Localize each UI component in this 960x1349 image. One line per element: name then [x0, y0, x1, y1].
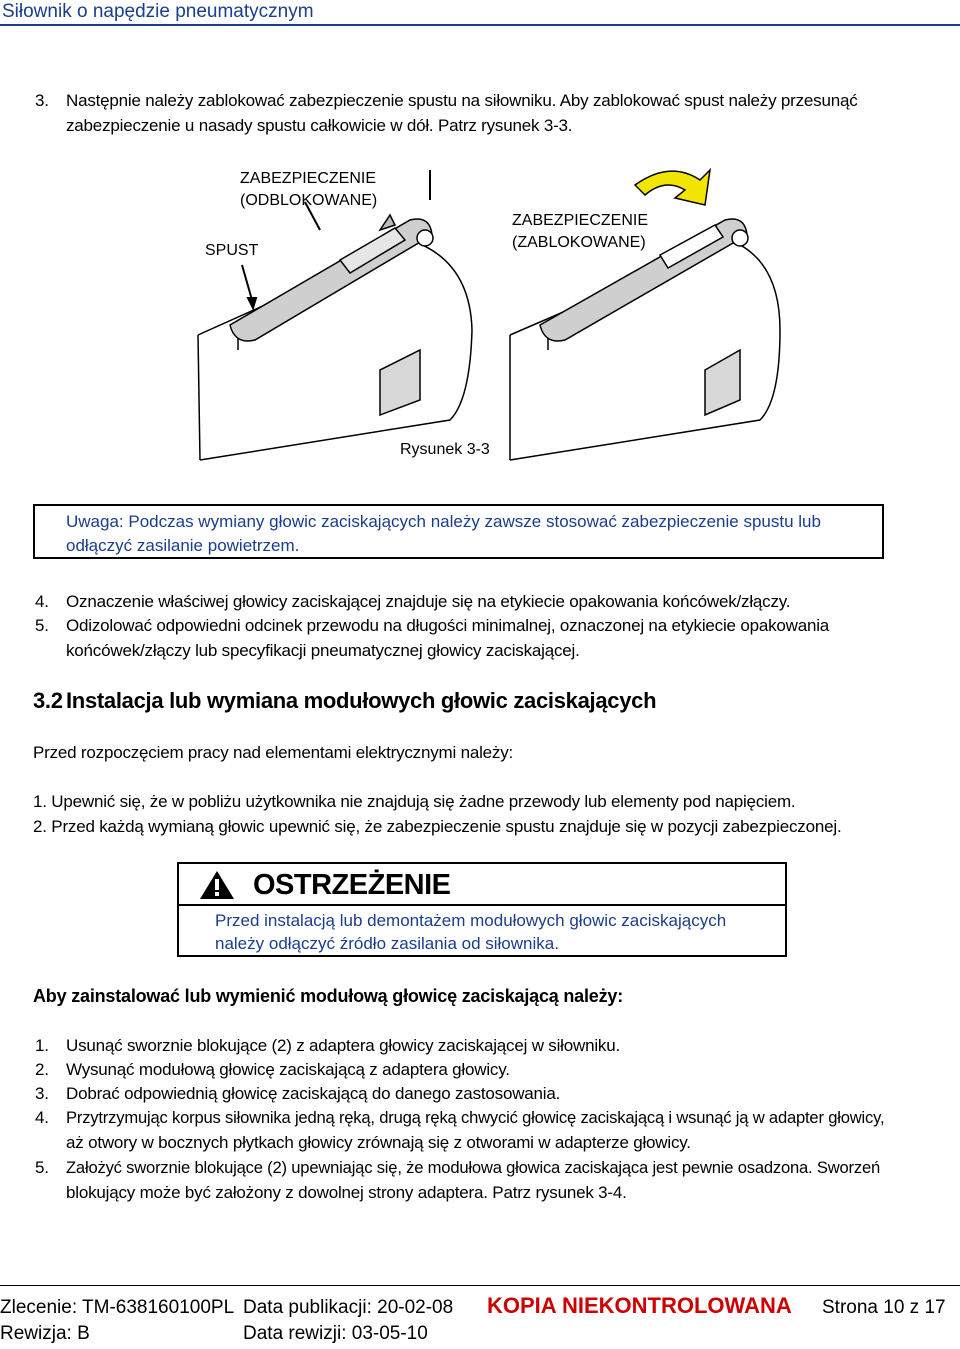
warning-box	[177, 862, 787, 957]
section-number: 3.2	[33, 688, 63, 713]
right-clip	[705, 350, 740, 415]
step-5-line-2: końcówek/złączy lub specyfikacji pneumatycznej głowicy zaciskającej.	[66, 641, 580, 660]
footer-rev-date: Data rewizji: 03-05-10	[243, 1323, 428, 1344]
install-step-3-number: 3.	[35, 1084, 49, 1103]
section-title: Instalacja lub wymiana modułowych głowic zaciskających	[66, 688, 657, 713]
step-3-line-1: Następnie należy zablokować zabezpieczenie spustu na siłowniku. Aby zablokować spust należy przesunąć	[66, 91, 858, 110]
install-step-5-line-2: blokujący może być założony z dowolnej strony adaptera. Patrz rysunek 3-4.	[66, 1183, 627, 1202]
install-step-5-text	[66, 1155, 958, 1205]
install-step-3-text: Dobrać odpowiednią głowicę zaciskającą do danego zastosowania.	[66, 1084, 561, 1103]
step-3-text	[66, 88, 956, 138]
warning-line-1: Przed instalacją lub demontażem modułowych głowic zaciskających	[215, 911, 727, 930]
install-heading: Aby zainstalować lub wymienić modułową głowicę zaciskającą należy:	[33, 986, 624, 1006]
install-step-4-line-2: aż otwory w bocznych płytkach głowicy zrównają się z otworami w adapterze głowicy.	[66, 1133, 691, 1152]
install-step-4-line-1: Przytrzymując korpus siłownika jedną ręką, drugą ręką chwycić głowicę zaciskającą i wsunąć ją w adapter głowicy,	[66, 1108, 885, 1127]
footer-pub-date: Data publikacji: 20-02-08	[243, 1297, 454, 1318]
install-step-2-number: 2.	[35, 1060, 49, 1079]
warning-line-2: należy odłączyć źródło zasilania od siłownika.	[215, 934, 559, 953]
rotate-arrow-icon	[635, 170, 710, 205]
label-locked	[512, 210, 649, 254]
footer-uncontrolled: KOPIA NIEKONTROLOWANA	[487, 1293, 792, 1318]
step-5-number: 5.	[35, 616, 49, 635]
left-trigger	[230, 215, 433, 350]
warning-triangle-icon	[199, 870, 235, 900]
footer-page: Strona 10 z 17	[822, 1297, 946, 1318]
install-step-1-text: Usunąć sworznie blokujące (2) z adaptera głowicy zaciskającej w siłowniku.	[66, 1036, 621, 1055]
install-step-4-number: 4.	[35, 1108, 49, 1127]
note-box	[33, 504, 884, 559]
step-3-line-2: zabezpieczenie u nasady spustu całkowicie w dół. Patrz rysunek 3-3.	[66, 116, 573, 135]
pre-step-2: 2. Przed każdą wymianą głowic upewnić się, że zabezpieczenie spustu znajduje się w pozycji zabezpieczonej.	[33, 817, 842, 836]
step-4-text: Oznaczenie właściwej głowicy zaciskającej znajduje się na etykiecie opakowania końcówek/złączy.	[66, 592, 791, 611]
footer-rule	[0, 1285, 960, 1286]
left-clip	[380, 350, 420, 415]
step-3-number: 3.	[35, 91, 49, 110]
label-trigger: SPUST	[205, 242, 259, 259]
label-locked-line-2: (ZABLOKOWANE)	[512, 234, 646, 251]
figure-caption: Rysunek 3-3	[400, 441, 490, 458]
warning-title: OSTRZEŻENIE	[253, 869, 451, 901]
label-unlocked-line-1: ZABEZPIECZENIE	[240, 170, 377, 187]
header-title: Siłownik o napędzie pneumatycznym	[2, 1, 314, 22]
intro-text: Przed rozpoczęciem pracy nad elementami elektrycznymi należy:	[33, 743, 514, 762]
install-step-1-number: 1.	[35, 1036, 49, 1055]
footer-order: Zlecenie: TM-638160100PL	[0, 1297, 235, 1318]
install-step-5-number: 5.	[35, 1158, 49, 1177]
label-locked-line-1: ZABEZPIECZENIE	[512, 212, 649, 229]
step-4-number: 4.	[35, 592, 49, 611]
label-unlocked	[240, 168, 378, 212]
pre-step-1: 1. Upewnić się, że w pobliżu użytkownika nie znajdują się żadne przewody lub elementy pod napięciem.	[33, 792, 796, 811]
install-step-4-text	[66, 1105, 958, 1155]
warning-header	[179, 864, 785, 906]
warning-text	[215, 909, 726, 955]
install-step-5-line-1: Założyć sworznie blokujące (2) upewniając się, że modułowa głowica zaciskająca jest pewnie osadzona. Sworzeń	[66, 1158, 881, 1177]
note-line-1: Uwaga: Podczas wymiany głowic zaciskających należy zawsze stosować zabezpieczenie spustu lub	[66, 512, 821, 531]
label-unlocked-line-2: (ODBLOKOWANE)	[240, 192, 378, 209]
page-header	[0, 0, 960, 26]
step-5-line-1: Odizolować odpowiedni odcinek przewodu na długości minimalnej, oznaczonej na etykiecie opakowania	[66, 616, 830, 635]
install-step-2-text: Wysunąć modułową głowicę zaciskającą z adaptera głowicy.	[66, 1060, 510, 1079]
footer-revision: Rewizja: B	[0, 1323, 90, 1344]
note-line-2: odłączyć zasilanie powietrzem.	[66, 536, 300, 555]
step-5-text	[66, 613, 946, 663]
